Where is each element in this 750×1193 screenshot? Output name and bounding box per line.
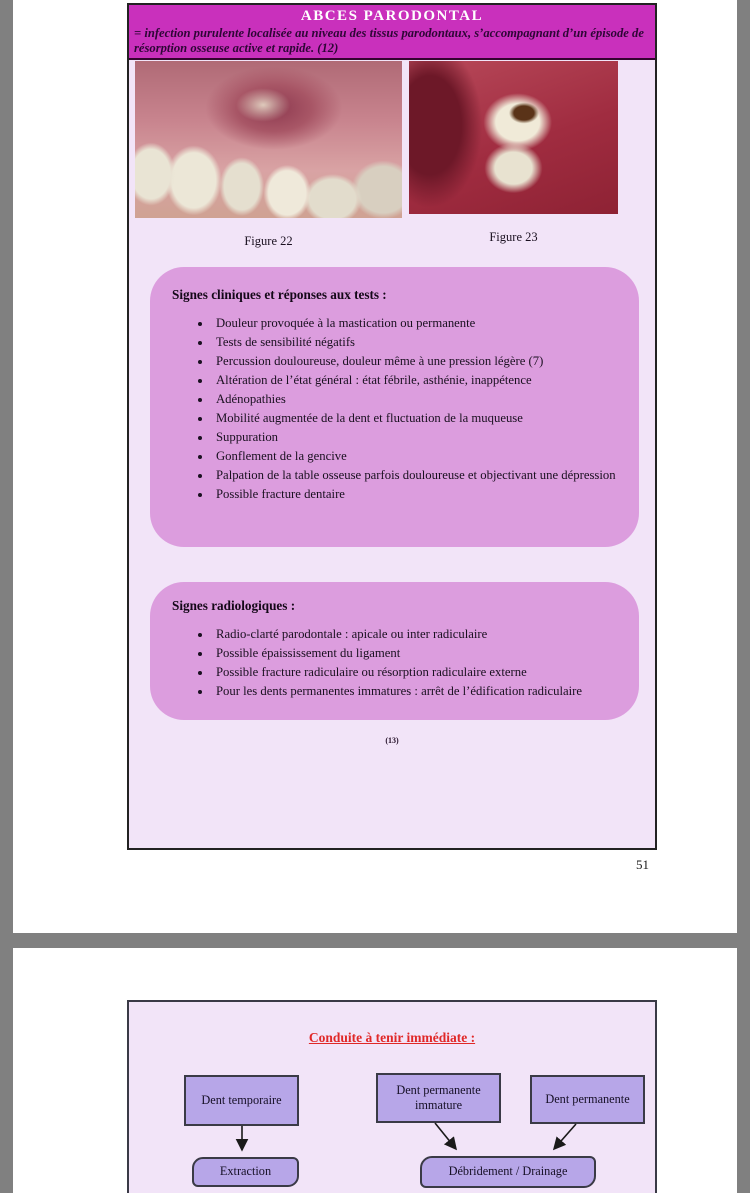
list-item: • Possible fracture radiculaire ou résorption radiculaire externe: [212, 663, 619, 682]
clinical-signs-heading: Signes cliniques et réponses aux tests :: [172, 287, 387, 302]
list-item: • Altération de l’état général : état fébrile, asthénie, inappétence: [212, 371, 619, 390]
list-item: • Suppuration: [212, 428, 619, 447]
section-definition: = infection purulente localisée au niveau des tissus parodontaux, s’accompagnant d’un épisode de résorption osseuse active et rapide. (12): [134, 26, 644, 55]
page-content-frame: [127, 3, 657, 850]
figure-22-caption: Figure 22: [244, 234, 293, 248]
radiological-signs-heading: Signes radiologiques :: [172, 598, 296, 613]
page-number: 51: [636, 857, 649, 872]
list-item: • Gonflement de la gencive: [212, 447, 619, 466]
list-item: • Radio-clarté parodontale : apicale ou inter radiculaire: [212, 625, 619, 644]
pdf-page-51: [13, 0, 737, 933]
list-item: • Palpation de la table osseuse parfois douloureuse et objectivant une dépression: [212, 466, 619, 485]
list-item: • Possible fracture dentaire: [212, 485, 619, 504]
list-item: • Adénopathies: [212, 390, 619, 409]
radiological-signs-box: [150, 582, 639, 720]
figure-23-caption: Figure 23: [489, 230, 538, 244]
flowchart-node-debridement-drainage: Débridement / Drainage: [420, 1156, 596, 1188]
clinical-signs-box: [150, 267, 639, 547]
page-content-frame: [127, 1000, 657, 1193]
flowchart-arrows: [129, 1122, 659, 1158]
flowchart-node-dent-permanente-immature: Dent permanente immature: [376, 1073, 501, 1123]
arrow-diagonal-right-icon: [435, 1123, 456, 1149]
bibliographic-reference: (13): [385, 736, 399, 745]
clinical-photo-figure-22: [135, 61, 402, 218]
conduct-title: Conduite à tenir immédiate :: [308, 1030, 476, 1045]
radiological-signs-list: [212, 625, 619, 701]
clinical-signs-list: [212, 314, 619, 504]
clinical-photo-figure-23: [409, 61, 618, 214]
section-header: [129, 5, 655, 60]
arrow-diagonal-left-icon: [554, 1124, 576, 1149]
pdf-page-52: [13, 948, 737, 1193]
list-item: • Possible épaississement du ligament: [212, 644, 619, 663]
flowchart-node-dent-permanente: Dent permanente: [530, 1075, 645, 1124]
flowchart-node-dent-temporaire: Dent temporaire: [184, 1075, 299, 1126]
list-item: • Douleur provoquée à la mastication ou permanente: [212, 314, 619, 333]
list-item: • Pour les dents permanentes immatures : arrêt de l’édification radiculaire: [212, 682, 619, 701]
flowchart-node-extraction: Extraction: [192, 1157, 299, 1187]
section-title: ABCES PARODONTAL: [300, 8, 484, 24]
list-item: • Percussion douloureuse, douleur même à une pression légère (7): [212, 352, 619, 371]
list-item: • Tests de sensibilité négatifs: [212, 333, 619, 352]
list-item: • Mobilité augmentée de la dent et fluctuation de la muqueuse: [212, 409, 619, 428]
